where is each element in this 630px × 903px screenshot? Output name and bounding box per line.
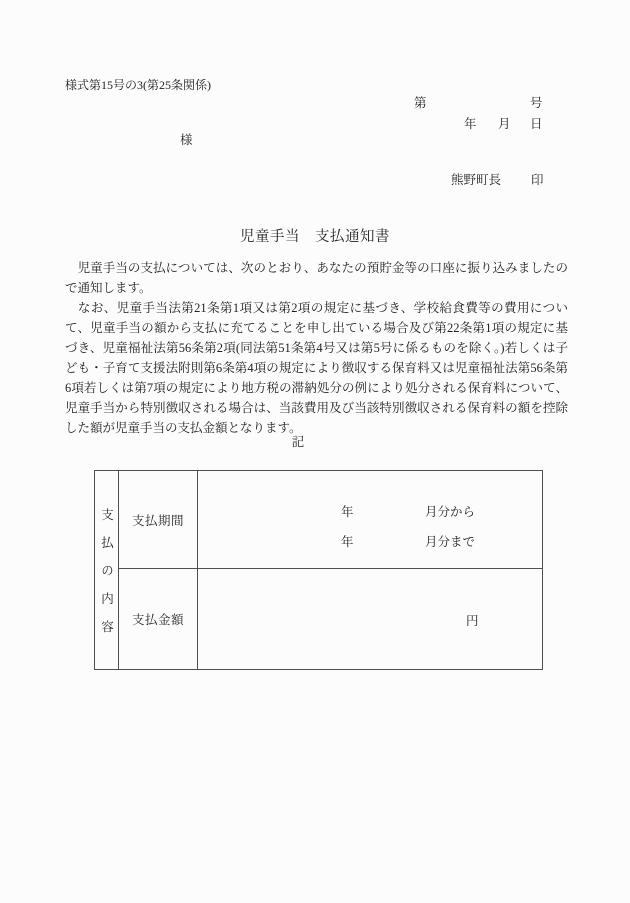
issuer-seal-label: 印 [531, 173, 544, 187]
date-month-label: 月 [498, 117, 511, 131]
table-row-payment-period [119, 471, 542, 569]
period-from-year-label: 年 [341, 505, 354, 519]
paragraph-legal-note: なお、児童手当法第21条第1項又は第2項の規定に基づき、学校給食費等の費用について、児童手当の額から支払に充てることを申し出ている場合及び第22条第1項の規定に基づき、児童福祉法第56条第2項(同法第51条第4号又は第5号に係るものを除く。)若しくは子ども・子育て支援法附則第6条第4項の規定により徴収する保育料又は児童福祉法第56条第6項若しくは第7項の規定により地方税の滞納処分の例により処分される保育料について、児童手当から特別徴収される場合は、当該費用及び当該特別徴収される保育料の額を控除した額が児童手当の支払金額となります。 [65, 301, 568, 435]
payment-period-label: 支払期間 [119, 471, 198, 568]
document-title: 児童手当 支払通知書 [240, 229, 390, 245]
payment-amount-label: 支払金額 [119, 569, 198, 669]
date-day-label: 日 [530, 117, 543, 131]
period-from-suffix: 月分から [425, 505, 476, 519]
table-row-payment-amount [119, 569, 542, 669]
table-vertical-header-cell [95, 471, 119, 669]
list-marker-ki: 記 [291, 435, 305, 449]
table-main [119, 471, 542, 669]
form-number: 様式第15号の3(第25条関係) [65, 78, 211, 92]
paragraph-notice: 児童手当の支払については、次のとおり、あなたの預貯金等の口座に振り込みましたので通知します。 [65, 261, 568, 295]
period-to-suffix: 月分まで [425, 535, 476, 549]
date-year-label: 年 [464, 117, 477, 131]
doc-number-prefix: 第 [414, 96, 427, 110]
payment-period-value-cell [198, 471, 542, 568]
body-text [65, 258, 568, 438]
table-vertical-header-label: 支払の内容 [99, 507, 114, 648]
addressee-honorific: 様 [180, 133, 193, 147]
payment-amount-value-cell [198, 569, 542, 669]
period-to-year-label: 年 [341, 535, 354, 549]
payment-details-table [94, 470, 543, 670]
issuer-name: 熊野町長 [451, 173, 502, 187]
doc-number-suffix: 号 [530, 96, 543, 110]
amount-unit-label: 円 [466, 614, 479, 628]
